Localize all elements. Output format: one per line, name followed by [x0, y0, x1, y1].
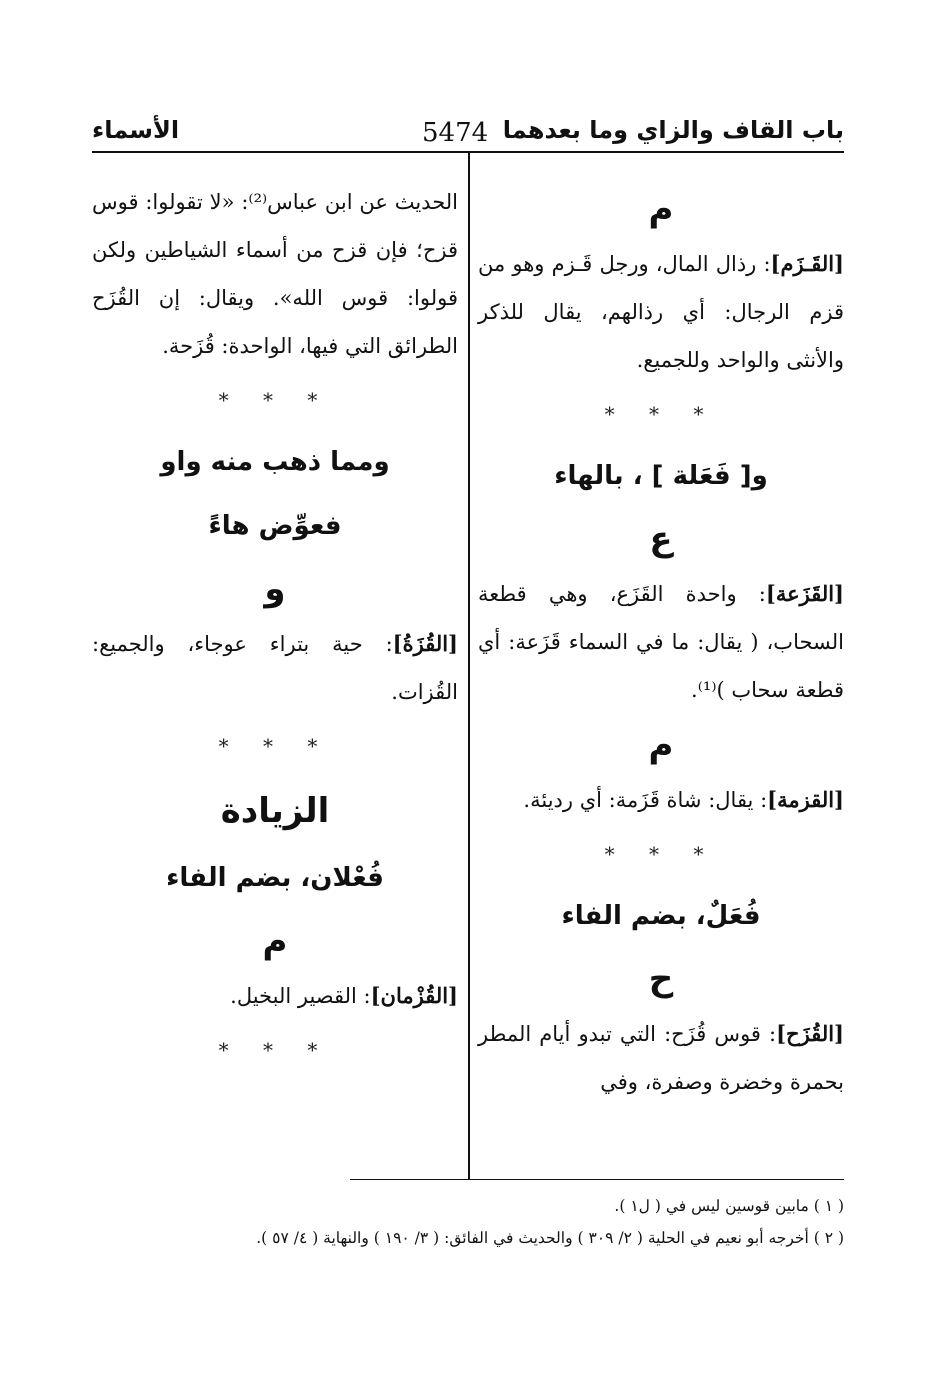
entry-definition: : واحدة القَزَع، وهي قطعة السحاب، ( يقال: ما في السماء قَزَعة: أي قطعة سحاب )⁽¹⁾.	[478, 582, 844, 702]
separator-stars: * * *	[218, 734, 332, 758]
letter-heading-mim: م	[262, 921, 288, 961]
entry-definition: : القصير البخيل.	[230, 984, 371, 1008]
entry-quzah	[478, 1010, 844, 1106]
entry-definition: : قوس قُزَح: التي تبدو أيام المطر بحمرة وخضرة وصفرة، وفي	[478, 1022, 844, 1094]
left-column	[92, 178, 458, 1080]
section-title: الأسماء	[92, 116, 180, 144]
entry-headword: [القُزَةُ]	[392, 631, 458, 656]
pattern-heading-faala: و[ فَعَلة ] ، بالهاء	[554, 461, 768, 491]
pattern-heading-fual: فُعَلٌ، بضم الفاء	[561, 901, 761, 931]
footnote-rule	[350, 1179, 844, 1180]
letter-heading-mim: م	[648, 725, 674, 765]
separator-stars: * * *	[604, 402, 718, 426]
entry-quzman	[92, 972, 458, 1020]
footnote-1: ( ١ ) مابين قوسين ليس في ( ل١ ).	[614, 1197, 844, 1215]
letter-heading-waw: و	[264, 569, 286, 609]
page-number: 5474	[422, 118, 489, 148]
entry-qazaa	[478, 570, 844, 714]
column-divider	[468, 153, 470, 1180]
section-heading-uwwida: فعوِّض هاءً	[208, 511, 342, 541]
entry-definition: : رذال المال، ورجل قَـزم وهو من قزم الرجال: أي رذالهم، يقال للذكر والأنثى والواحد وللجميع.	[478, 252, 844, 372]
entry-headword: [القزمة]	[767, 787, 844, 812]
right-column	[478, 178, 844, 1106]
letter-heading-mim: م	[648, 189, 674, 229]
letter-heading-ayn: ع	[649, 519, 673, 559]
section-heading-dhahaba: ومما ذهب منه واو	[160, 447, 390, 477]
entry-definition: : يقال: شاة قَزَمة: أي رديئة.	[523, 788, 768, 812]
entry-headword: [القَزَعة]	[765, 581, 844, 606]
entry-headword: [القَـزَم]	[770, 251, 844, 276]
entry-qazama	[478, 776, 844, 824]
separator-stars: * * *	[218, 1038, 332, 1062]
pattern-heading-fulan: فُعْلان، بضم الفاء	[166, 863, 384, 893]
entry-headword: [القُزْمان]	[370, 983, 458, 1008]
separator-stars: * * *	[218, 388, 332, 412]
page-header	[92, 108, 844, 152]
entry-quza	[92, 620, 458, 716]
entry-headword: [القُزَح]	[776, 1021, 844, 1046]
entry-qazm	[478, 240, 844, 384]
section-heading-ziyada: الزيادة	[220, 791, 330, 831]
footnotes	[92, 1190, 844, 1254]
chapter-title: باب القاف والزاي وما بعدهما	[502, 116, 844, 144]
letter-heading-ha: ح	[648, 959, 674, 999]
footnote-2: ( ٢ ) أخرجه أبو نعيم في الحلية ( ٢/ ٣٠٩ ) والحديث في الفائق: ( ٣/ ١٩٠ ) والنهاية ( ٤/ ٥٧ ).	[256, 1229, 844, 1247]
separator-stars: * * *	[604, 842, 718, 866]
hadith-paragraph: الحديث عن ابن عباس⁽²⁾: «لا تقولوا: قوس قزح؛ فإن قزح من أسماء الشياطين ولكن قولوا: قوس الله». ويقال: إن القُزَح الطرائق التي فيها، الواحدة: قُزَحة.	[92, 190, 458, 358]
entry-definition: : حية بتراء عوجاء، والجميع: القُزات.	[92, 632, 458, 704]
